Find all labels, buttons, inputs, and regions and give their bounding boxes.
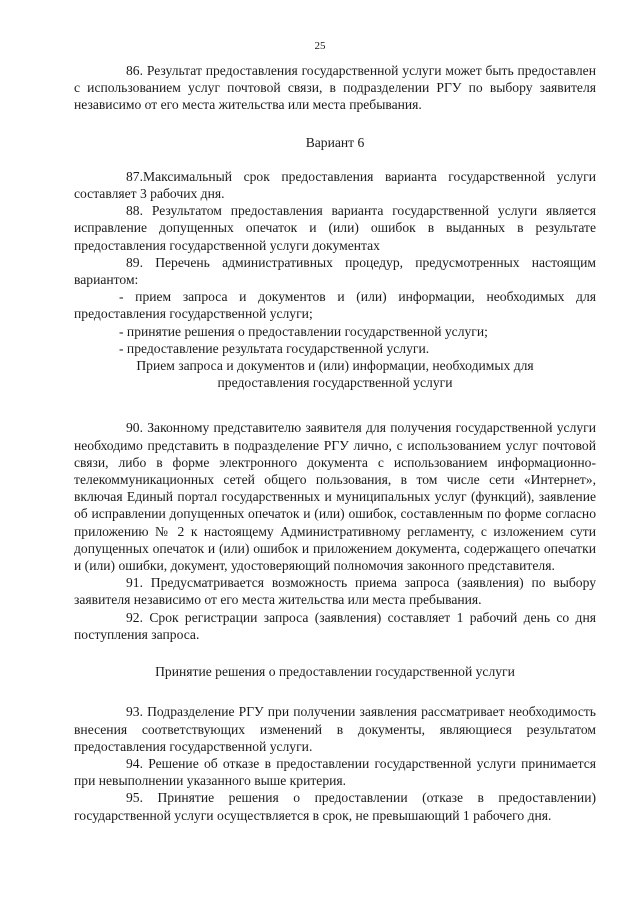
paragraph-87: 87.Максимальный срок предоставления варианта государственной услуги составляет 3 рабочих дня. bbox=[74, 168, 596, 202]
paragraph-89: 89. Перечень административных процедур, предусмотренных настоящим вариантом: bbox=[74, 254, 596, 288]
document-body bbox=[74, 62, 596, 824]
list-item-reception: - прием запроса и документов и (или) информации, необходимых для предоставления государственной услуги; bbox=[74, 289, 596, 322]
section-heading-reception: Прием запроса и документов и (или) информации, необходимых для предоставления государственной услуги bbox=[136, 358, 534, 391]
paragraph-91: 91. Предусматривается возможность приема запроса (заявления) по выбору заявителя независимо от его места жительства или места пребывания. bbox=[74, 575, 596, 608]
paragraph-92: 92. Срок регистрации запроса (заявления) составляет 1 рабочий день со дня поступления запроса. bbox=[74, 609, 596, 642]
paragraph-93: 93. Подразделение РГУ при получении заявления рассматривает необходимость внесения соответствующих изменений в документы, являющиеся результатом предоставления государственной услуги. bbox=[74, 704, 596, 754]
list-item-result: - предоставление результата государственной услуги. bbox=[119, 340, 430, 356]
paragraph-86: 86. Результат предоставления государственной услуги может быть предоставлен с использованием услуг почтовой связи, в подразделении РГУ по выбору заявителя независимо от его места жительства или места пребывания. bbox=[74, 63, 596, 113]
list-item-decision: - принятие решения о предоставлении государственной услуги; bbox=[119, 323, 488, 339]
paragraph-95: 95. Принятие решения о предоставлении (отказе в предоставлении) государственной услуги осуществляется в срок, не превышающий 1 рабочего дня. bbox=[74, 790, 596, 823]
paragraph-94: 94. Решение об отказе в предоставлении государственной услуги принимается при невыполнении указанного выше критерия. bbox=[74, 755, 596, 789]
paragraph-90: 90. Законному представителю заявителя для получения государственной услуги необходимо представить в подразделение РГУ лично, с использованием услуг почтовой связи, либо в форме электронного документа с использованием информационно-телекоммуникационных сетей общего пользования, в том числе сети «Интернет», включая Единый портал государственных и муниципальных услуг (функций), заявление об исправлении допущенных опечаток и (или) ошибок, составленным по форме согласно приложению № 2 к настоящему Административному регламенту, с изложением сути допущенных опечаток и (или) ошибок и приложением документа, содержащего опечатки и (или) ошибки, документ, удостоверяющий полномочия законного представителя. bbox=[74, 420, 596, 574]
paragraph-88: 88. Результатом предоставления варианта государственной услуги является исправление допущенных опечаток и (или) ошибок в выданных в результате предоставления государственной услуги документах bbox=[74, 203, 596, 253]
section-heading-variant: Вариант 6 bbox=[305, 134, 365, 150]
section-heading-decision: Принятие решения о предоставлении государственной услуги bbox=[155, 664, 515, 680]
page-number: 25 bbox=[314, 40, 326, 52]
